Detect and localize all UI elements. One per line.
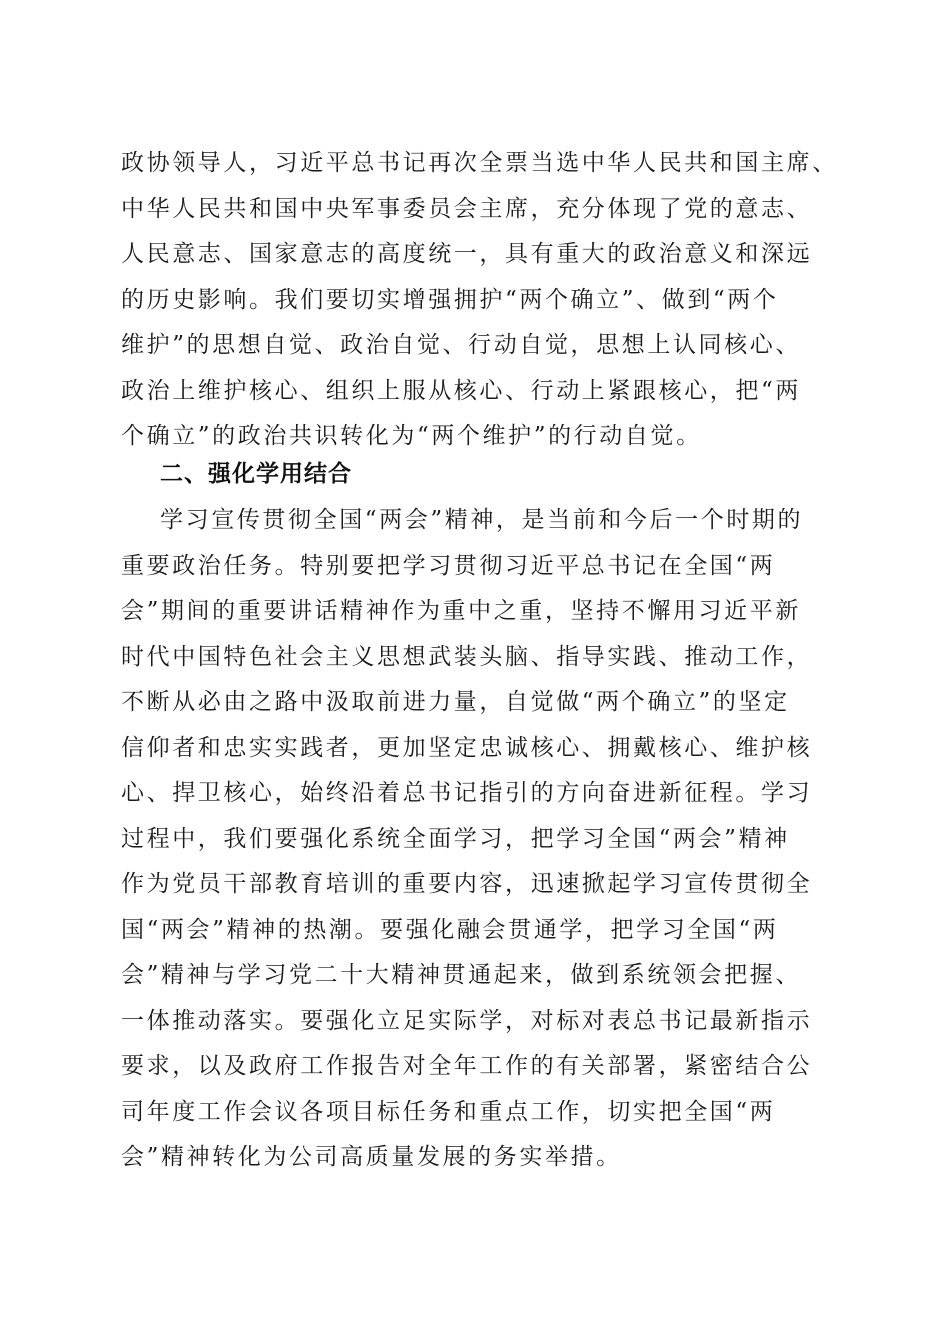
section-heading: 二、强化学用结合 [160,461,352,487]
paragraph-line: 作为党员干部教育培训的重要内容，迅速掀起学习宣传贯彻全 [121,871,813,897]
paragraph-line: 会”精神转化为公司高质量发展的务实举措。 [121,1144,622,1170]
paragraph-line: 国“两会”精神的热潮。要强化融会贯通学，把学习全国“两 [121,916,779,943]
paragraph-line: 心、捍卫核心，始终沿着总书记指引的方向奋进新征程。学习 [121,780,813,806]
paragraph-line: 时代中国特色社会主义思想武装头脑、指导实践、推动工作， [121,643,813,670]
paragraph-line: 过程中，我们要强化系统全面学习，把学习全国“两会”精神 [121,825,790,852]
paragraph-line: 信仰者和忠实实践者，更加坚定忠诚核心、拥戴核心、维护核 [121,734,813,761]
paragraph-study-application [121,498,833,1181]
paragraph-line: 不断从必由之路中汲取前进力量，自觉做“两个确立”的坚定 [121,689,790,715]
paragraph-line: 维护”的思想自觉、政治自觉、行动自觉，思想上认同核心、 [121,332,801,358]
paragraph-line: 要求，以及政府工作报告对全年工作的有关部署，紧密结合公 [121,1053,813,1079]
paragraph-line: 重要政治任务。特别要把学习贯彻习近平总书记在全国“两 [121,552,776,579]
paragraph-line: 个确立”的政治共识转化为“两个维护”的行动自觉。 [121,423,702,449]
paragraph-continued [121,141,838,460]
paragraph-line: 一体推动落实。要强化立足实际学，对标对表总书记最新指示 [121,1007,813,1034]
paragraph-line: 政协领导人，习近平总书记再次全票当选中华人民共和国主席、 [121,150,838,176]
paragraph-line: 学习宣传贯彻全国“两会”精神，是当前和今后一个时期的 [160,507,804,533]
paragraph-line: 会”精神与学习党二十大精神贯通起来，做到系统领会把握、 [121,962,801,988]
paragraph-line: 的历史影响。我们要切实增强拥护“两个确立”、做到“两个 [121,286,779,313]
paragraph-line: 会”期间的重要讲话精神作为重中之重，坚持不懈用习近平新 [121,598,801,624]
paragraph-line: 司年度工作会议各项目标任务和重点工作，切实把全国“两 [121,1098,776,1125]
paragraph-line: 政治上维护核心、组织上服从核心、行动上紧跟核心，把“两 [121,377,801,404]
paragraph-line: 中华人民共和国中央军事委员会主席，充分体现了党的意志、 [121,195,813,222]
paragraph-line: 人民意志、国家意志的高度统一，具有重大的政治意义和深远 [121,241,813,267]
